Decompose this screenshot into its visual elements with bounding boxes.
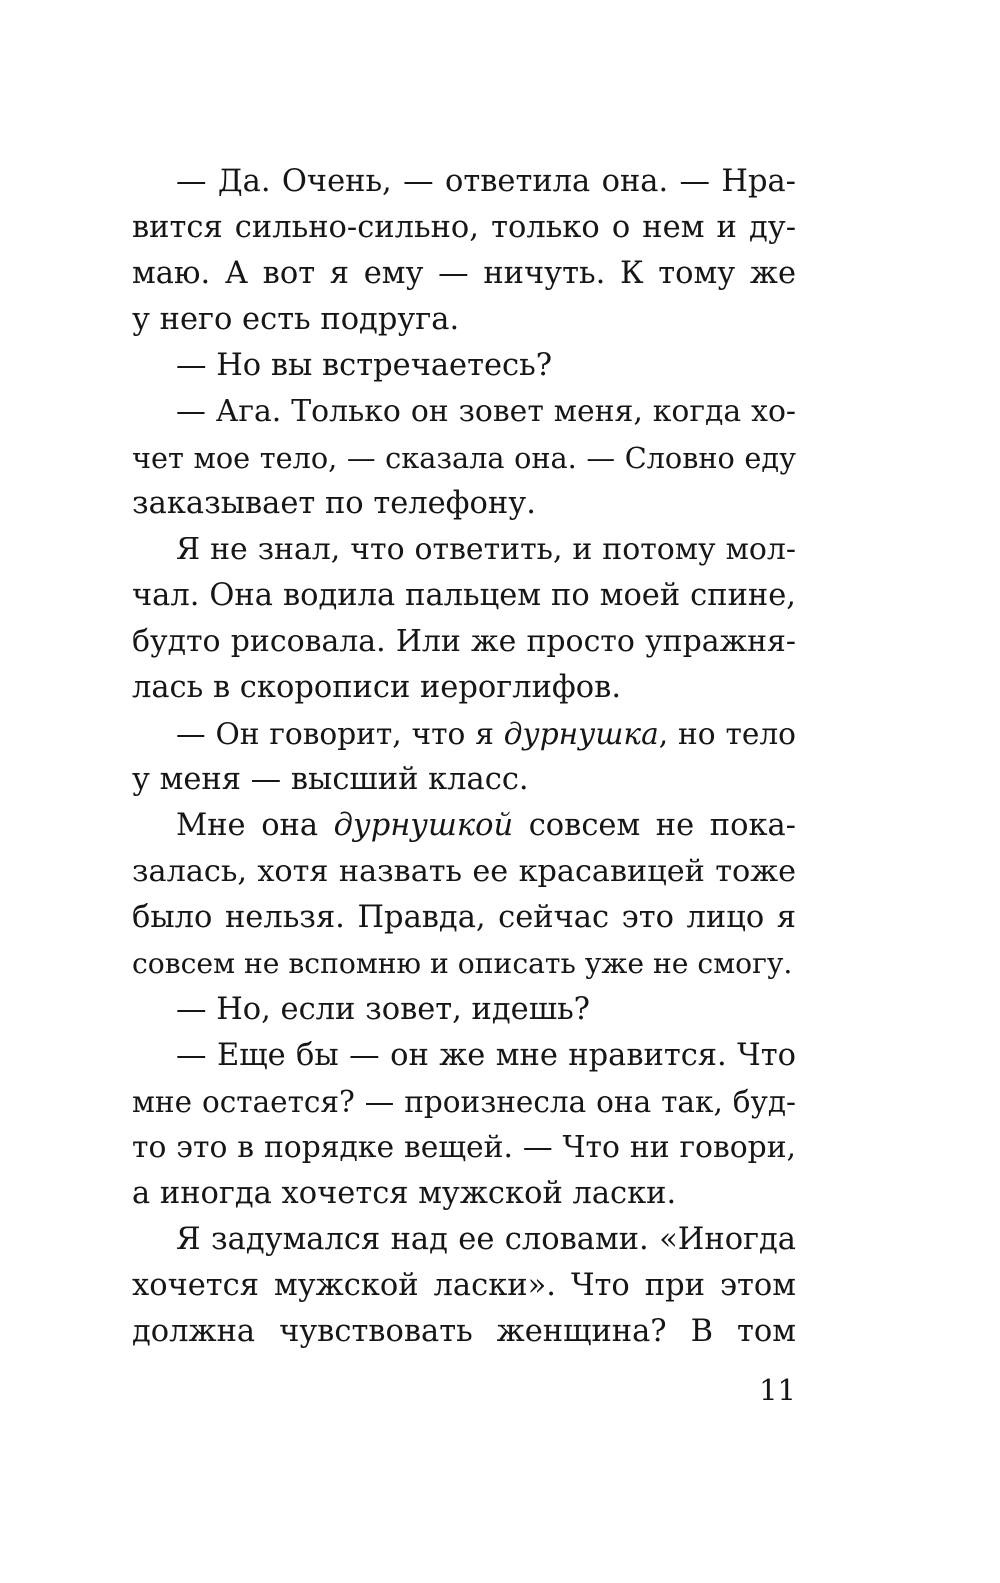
text-line [132,389,796,435]
text-line [132,527,796,573]
text-segment: а иногда хочется мужской ласки. [132,1176,677,1211]
text-segment: чал. Она водила пальцем по моей спине, [132,578,796,613]
text-segment: залась, хотя назвать ее красавицей тоже [132,854,796,889]
text-segment: у него есть подруга. [132,302,460,337]
text-segment: то это в порядке вещей. — Что ни говори, [132,1130,796,1165]
text-line [132,711,796,757]
text-segment: хочется мужской ласки». Что при этом [132,1268,796,1303]
text-segment: маю. А вот я ему — ничуть. К тому же [132,256,796,291]
text-line [132,619,796,665]
text-line [132,757,796,803]
text-line [132,435,796,481]
text-segment: — Он говорит, что я [176,717,504,751]
text-line [132,573,796,619]
text-segment: — Ага. Только он зовет меня, когда хо- [176,394,796,429]
text-line [132,481,796,527]
text-segment: вится сильно-сильно, только о нем и ду- [132,210,796,245]
text-line [132,251,796,297]
text-segment: было нельзя. Правда, сейчас это лицо я [132,900,796,935]
text-line [132,895,796,941]
text-segment: у меня — высший класс. [132,762,529,797]
page-text [132,159,796,1355]
page-number: 11 [759,1373,796,1407]
text-segment: лась в скорописи иероглифов. [132,670,622,705]
text-segment: Я задумался над ее словами. «Иногда [176,1222,796,1257]
text-line [132,343,796,389]
text-line [132,159,796,205]
text-segment: заказывает по телефону. [132,486,536,521]
text-line [132,1079,796,1125]
text-segment: совсем не вспомню и описать уже не смогу. [132,947,793,980]
text-segment: чет мое тело, — сказала она. — Словно еду [132,441,796,475]
text-segment: — Но вы встречаетесь? [176,348,553,383]
text-segment: , но тело [658,717,796,751]
text-segment: совсем не пока- [513,808,796,843]
text-line [132,1309,796,1355]
text-line [132,1217,796,1263]
text-line [132,205,796,251]
text-line [132,941,796,987]
text-segment: — Но, если зовет, идешь? [176,992,591,1027]
text-line [132,1033,796,1079]
text-segment: — Еще бы — он же мне нравится. Что [176,1038,796,1073]
text-line [132,1263,796,1309]
text-segment: Я не знал, что ответить, и потому мол- [176,532,796,567]
text-line [132,803,796,849]
text-line [132,987,796,1033]
text-segment: будто рисовала. Или же просто упражня- [132,624,796,659]
text-segment: мне остается? — произнесла она так, буд- [132,1085,796,1119]
italic-word: дурнушка [503,717,659,751]
text-line [132,297,796,343]
text-segment: Мне она [176,808,334,843]
text-line [132,1125,796,1171]
text-line [132,665,796,711]
text-line [132,1171,796,1217]
italic-word: дурнушкой [333,808,514,843]
text-line [132,849,796,895]
text-segment: должна чувствовать женщина? В том [132,1314,796,1349]
text-segment: — Да. Очень, — ответила она. — Нра- [176,164,796,199]
